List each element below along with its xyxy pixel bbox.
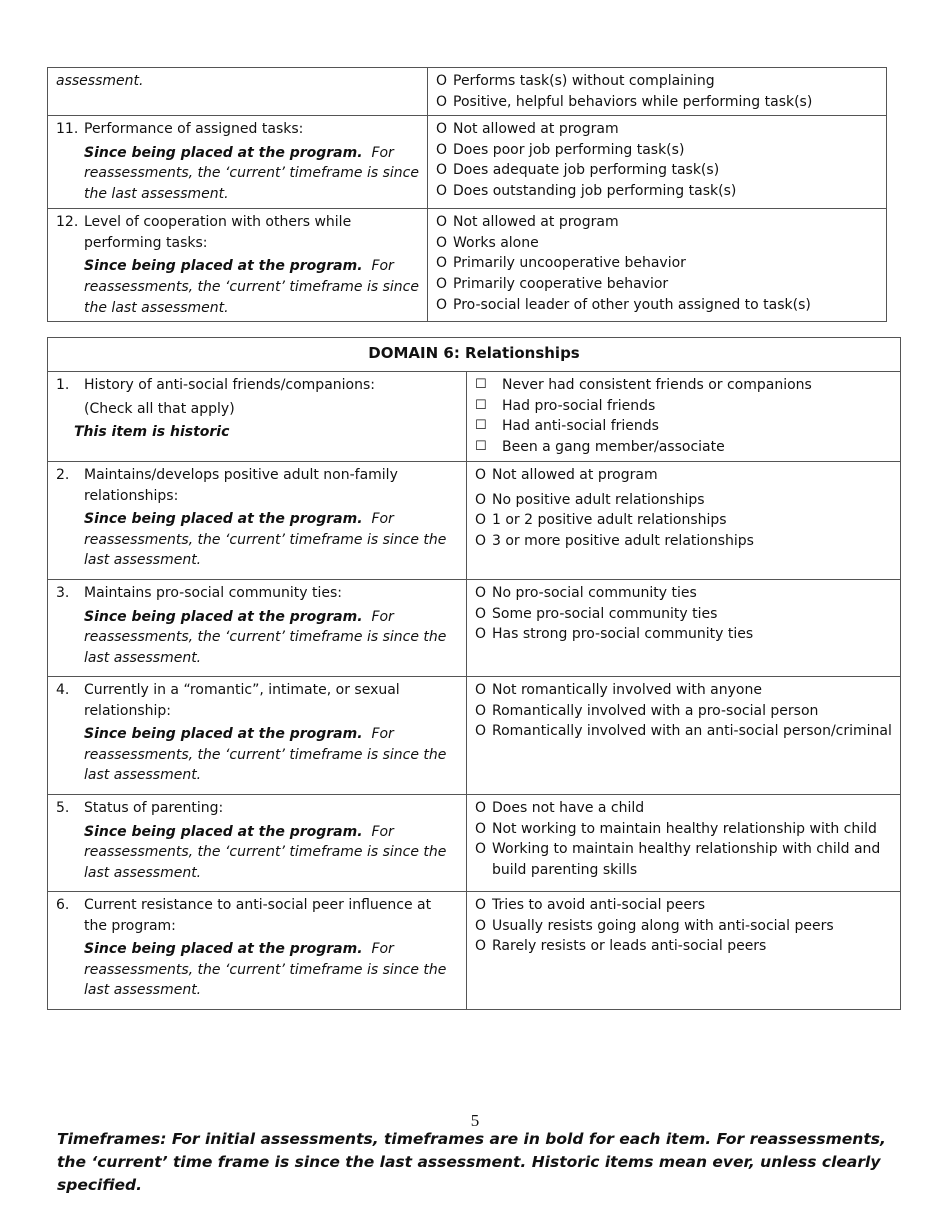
question-text: Current resistance to anti-social peer influence at the program:	[84, 897, 432, 934]
question-cell: 11. Performance of assigned tasks: Since being placed at the program. For reassessments, the ‘current’ timeframe is since the last assessment.	[48, 116, 428, 209]
radio-icon: O	[475, 467, 487, 483]
question-cell: assessment.	[48, 68, 428, 116]
radio-icon: O	[475, 491, 487, 508]
radio-icon: O	[475, 702, 487, 719]
domain-6-table	[47, 337, 901, 1010]
radio-option[interactable]: O Usually resists going along with anti-social peers	[475, 916, 892, 937]
options-cell	[467, 795, 901, 892]
radio-option[interactable]: O Has strong pro-social community ties	[475, 624, 892, 645]
question-cell: 2. Maintains/develops positive adult non-family relationships: Since being placed at the program. For reassessments, the ‘current’ timeframe is since the last assessment.	[48, 462, 467, 580]
table-row	[48, 68, 887, 116]
radio-option[interactable]: O Not working to maintain healthy relationship with child	[475, 819, 892, 840]
table-row	[48, 209, 887, 322]
radio-option[interactable]: O Not allowed at program	[475, 465, 892, 486]
radio-icon: O	[436, 214, 448, 231]
options-cell	[428, 209, 887, 322]
table-row	[48, 116, 887, 209]
options-cell	[467, 677, 901, 795]
radio-option[interactable]: O No positive adult relationships	[475, 490, 892, 511]
radio-option[interactable]: O Primarily cooperative behavior	[436, 274, 878, 295]
timeframe-note: Since being placed at the program. For reassessments, the ‘current’ timeframe is since the last assessment.	[84, 823, 447, 881]
radio-icon: O	[475, 820, 487, 837]
radio-icon: O	[475, 917, 487, 934]
radio-option[interactable]: O Does poor job performing task(s)	[436, 140, 878, 161]
radio-icon: O	[436, 121, 448, 138]
timeframe-note: Since being placed at the program. For reassessments, the ‘current’ timeframe is since the last assessment.	[84, 941, 447, 999]
radio-icon: O	[475, 605, 487, 622]
radio-option[interactable]: O Does adequate job performing task(s)	[436, 160, 878, 181]
radio-option[interactable]: O Some pro-social community ties	[475, 604, 892, 625]
radio-option[interactable]: O Works alone	[436, 233, 878, 254]
question-cell: 4. Currently in a “romantic”, intimate, or sexual relationship: Since being placed at the program. For reassessments, the ‘current’ timeframe is since the last assessment.	[48, 677, 467, 795]
options-cell	[467, 892, 901, 1010]
radio-option[interactable]: O Not allowed at program	[436, 119, 878, 140]
radio-option[interactable]: O Primarily uncooperative behavior	[436, 253, 878, 274]
checkbox-icon[interactable]: ☐	[475, 377, 487, 392]
checkbox-icon[interactable]: ☐	[475, 418, 487, 434]
timeframe-note: Since being placed at the program. For reassessments, the ‘current’ timeframe is since the last assessment.	[84, 608, 447, 666]
checkbox-icon[interactable]: ☐	[475, 397, 487, 413]
radio-icon: O	[475, 626, 487, 643]
checkbox-option[interactable]: ☐ Been a gang member/associate	[475, 437, 892, 458]
table-row	[48, 580, 901, 677]
radio-option[interactable]: O Not romantically involved with anyone	[475, 680, 892, 701]
table-row	[48, 462, 901, 580]
radio-icon: O	[475, 800, 487, 816]
checkbox-icon[interactable]: ☐	[475, 438, 487, 454]
timeframe-note: Since being placed at the program. For reassessments, the ‘current’ timeframe is since the last assessment.	[84, 511, 447, 569]
table-row	[48, 372, 901, 462]
radio-icon: O	[436, 255, 448, 272]
checkbox-option[interactable]: ☐ Had pro-social friends	[475, 396, 892, 417]
radio-icon: O	[475, 585, 487, 601]
question-cell: 5. Status of parenting: Since being placed at the program. For reassessments, the ‘current’ timeframe is since the last assessment.	[48, 795, 467, 892]
radio-icon: O	[475, 841, 487, 858]
top-assessment-table	[47, 67, 887, 322]
domain-title: DOMAIN 6: Relationships	[48, 338, 901, 372]
radio-icon: O	[436, 162, 448, 179]
table-row	[48, 892, 901, 1010]
radio-icon: O	[436, 182, 448, 199]
timeframe-note: Since being placed at the program. For reassessments, the ‘current’ timeframe is since the last assessment.	[84, 726, 447, 784]
historic-note: This item is historic	[74, 424, 230, 441]
options-cell	[428, 116, 887, 209]
options-cell	[428, 68, 887, 116]
radio-icon: O	[475, 723, 487, 740]
options-cell	[467, 372, 901, 462]
question-cell: 12. Level of cooperation with others while performing tasks: Since being placed at the program. For reassessments, the ‘current’ timeframe is since the last assessment.	[48, 209, 428, 322]
radio-icon: O	[436, 141, 448, 158]
radio-option[interactable]: O No pro-social community ties	[475, 583, 892, 604]
radio-option[interactable]: O 1 or 2 positive adult relationships	[475, 510, 892, 531]
question-text: Level of cooperation with others while performing tasks:	[84, 214, 352, 251]
question-text: Currently in a “romantic”, intimate, or sexual relationship:	[84, 682, 400, 719]
options-cell	[467, 462, 901, 580]
timeframe-note: Since being placed at the program. For reassessments, the ‘current’ timeframe is since the last assessment.	[84, 144, 419, 202]
radio-option[interactable]: O Does outstanding job performing task(s)	[436, 181, 878, 202]
question-cell: 6. Current resistance to anti-social peer influence at the program: Since being placed at the program. For reassessments, the ‘current’ timeframe is since the last assessment.	[48, 892, 467, 1010]
radio-option[interactable]: O Tries to avoid anti-social peers	[475, 895, 892, 916]
radio-option[interactable]: O Romantically involved with a pro-social person	[475, 701, 892, 722]
radio-icon: O	[475, 938, 487, 955]
radio-icon: O	[436, 73, 448, 89]
radio-icon: O	[436, 296, 448, 313]
radio-option[interactable]: O Romantically involved with an anti-social person/criminal	[475, 721, 892, 742]
radio-icon: O	[475, 512, 487, 529]
radio-option[interactable]: O Rarely resists or leads anti-social peers	[475, 936, 892, 957]
checkbox-option[interactable]: ☐ Never had consistent friends or companions	[475, 375, 892, 396]
radio-option[interactable]: O Not allowed at program	[436, 212, 878, 233]
table-row	[48, 795, 901, 892]
radio-option[interactable]: O 3 or more positive adult relationships	[475, 531, 892, 552]
options-cell	[467, 580, 901, 677]
radio-icon: O	[436, 275, 448, 292]
check-all-note: (Check all that apply)	[84, 400, 235, 417]
radio-icon: O	[475, 532, 487, 549]
radio-option[interactable]: O Does not have a child	[475, 798, 892, 819]
question-text: Maintains/develops positive adult non-family relationships:	[84, 467, 398, 504]
timeframe-note: Since being placed at the program. For reassessments, the ‘current’ timeframe is since the last assessment.	[84, 258, 419, 316]
question-text: Maintains pro-social community ties:	[84, 585, 342, 601]
radio-option[interactable]: O Performs task(s) without complaining	[436, 71, 878, 92]
radio-icon: O	[475, 682, 487, 698]
radio-icon: O	[475, 897, 487, 913]
question-cell: 3. Maintains pro-social community ties: Since being placed at the program. For reassessments, the ‘current’ timeframe is since the last assessment.	[48, 580, 467, 677]
radio-option[interactable]: O Pro-social leader of other youth assigned to task(s)	[436, 295, 878, 316]
question-text: History of anti-social friends/companions:	[84, 377, 375, 393]
radio-icon: O	[436, 93, 448, 110]
radio-option[interactable]: O Positive, helpful behaviors while performing task(s)	[436, 92, 878, 113]
table-row	[48, 677, 901, 795]
domain-header-row	[48, 338, 901, 372]
radio-icon: O	[436, 234, 448, 251]
question-cell: 1. History of anti-social friends/companions: (Check all that apply) This item is historic	[48, 372, 467, 462]
question-text: Performance of assigned tasks:	[84, 121, 304, 138]
question-text: Status of parenting:	[84, 800, 224, 816]
page-number: 5	[470, 1111, 480, 1130]
radio-option[interactable]: O Working to maintain healthy relationship with child and build parenting skills	[475, 839, 892, 880]
checkbox-option[interactable]: ☐ Had anti-social friends	[475, 416, 892, 437]
timeframes-footer: Timeframes: For initial assessments, timeframes are in bold for each item. For reassessments, the ‘current’ time frame is since the last assessment. Historic items mean ever, unless clearly specified.	[57, 1130, 886, 1194]
